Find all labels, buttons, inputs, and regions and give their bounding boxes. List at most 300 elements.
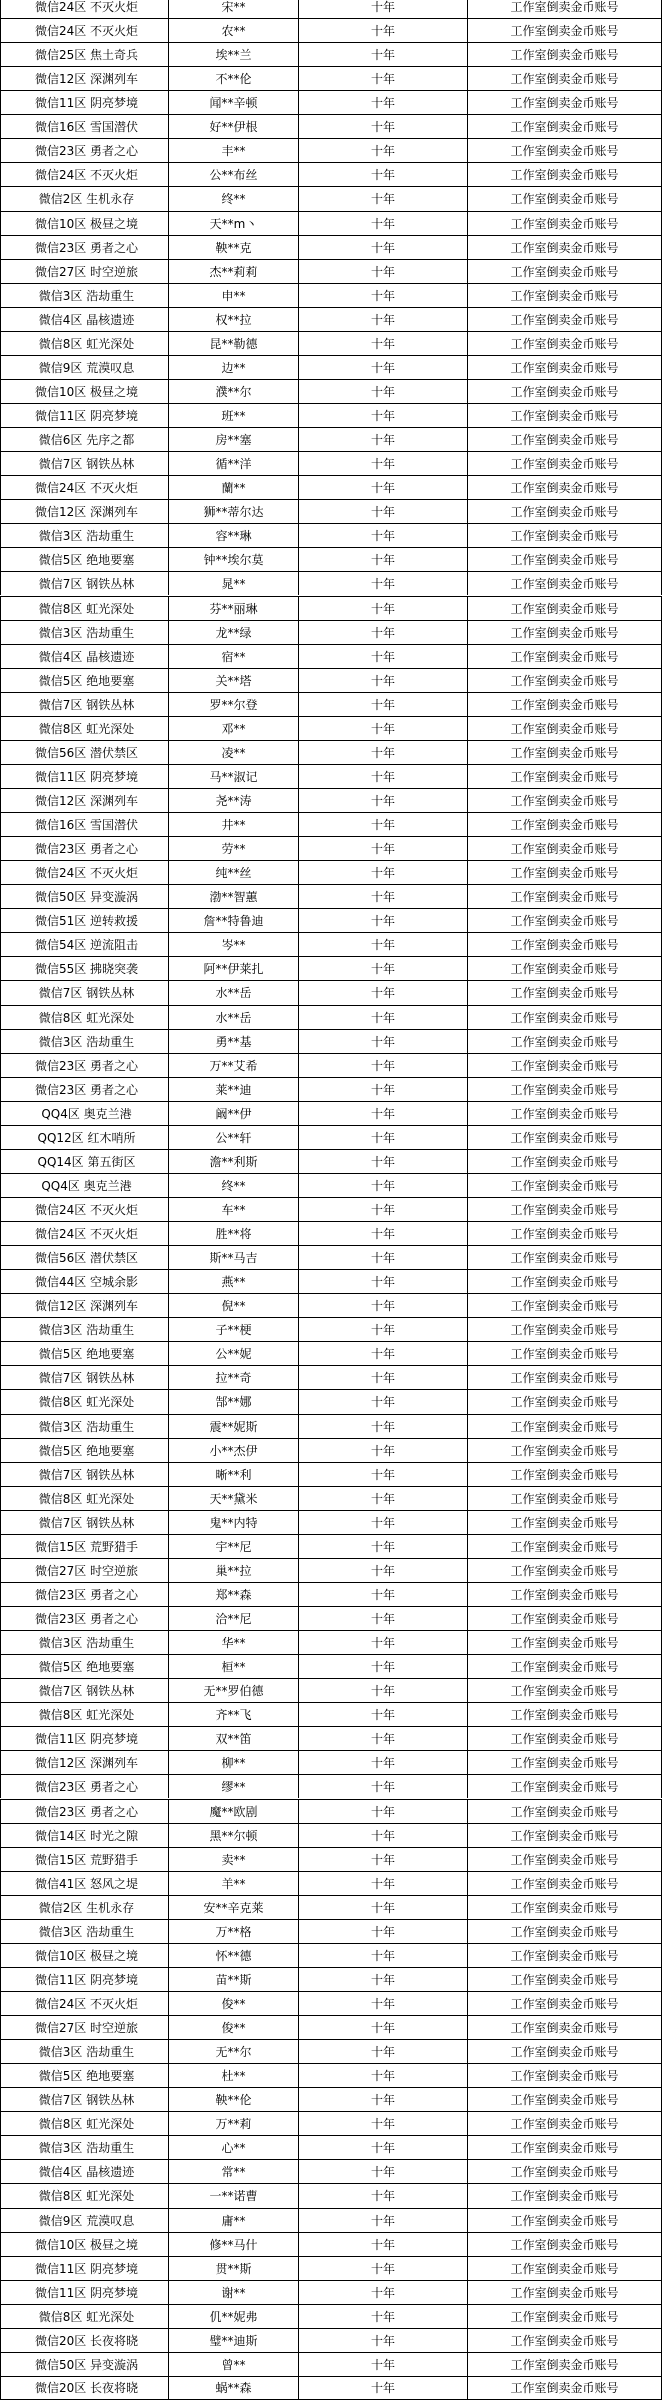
reason-cell: 工作室倒卖金币账号 [468, 1751, 662, 1774]
player-name-cell: 常** [169, 2160, 299, 2183]
player-name-cell: 子**梗 [169, 1318, 299, 1341]
player-name-cell: 羊** [169, 1872, 299, 1895]
table-row [0, 1919, 662, 1943]
ban-duration-cell: 十年 [299, 163, 468, 186]
player-name-cell: 洽**尼 [169, 1607, 299, 1630]
table-row [0, 2063, 662, 2087]
reason-cell: 工作室倒卖金币账号 [468, 1439, 662, 1462]
server-cell: 微信15区 荒野猎手 [0, 1848, 169, 1871]
player-name-cell: 燕** [169, 1270, 299, 1293]
ban-duration-cell: 十年 [299, 1992, 468, 2015]
player-name-cell: 好**伊根 [169, 115, 299, 138]
player-name-cell: 尧**涛 [169, 789, 299, 812]
player-name-cell: 公**轩 [169, 1126, 299, 1149]
player-name-cell: 卖** [169, 1848, 299, 1871]
ban-duration-cell: 十年 [299, 1872, 468, 1895]
reason-cell: 工作室倒卖金币账号 [468, 1968, 662, 1991]
table-row [0, 2256, 662, 2280]
ban-duration-cell: 十年 [299, 2329, 468, 2352]
table-row [0, 1293, 662, 1317]
ban-duration-cell: 十年 [299, 1824, 468, 1847]
server-cell: 微信23区 勇者之心 [0, 1800, 169, 1823]
table-row [0, 331, 662, 355]
server-cell: 微信5区 绝地要塞 [0, 669, 169, 692]
table-row [0, 1029, 662, 1053]
player-name-cell: 蘭** [169, 476, 299, 499]
reason-cell: 工作室倒卖金币账号 [468, 1944, 662, 1967]
reason-cell: 工作室倒卖金币账号 [468, 139, 662, 162]
player-name-cell: 丰** [169, 139, 299, 162]
ban-duration-cell: 十年 [299, 187, 468, 210]
server-cell: 微信11区 阴亮梦境 [0, 91, 169, 114]
player-name-cell: 鞅**伦 [169, 2088, 299, 2111]
server-cell: 微信8区 虹光深处 [0, 1006, 169, 1029]
table-row [0, 860, 662, 884]
reason-cell: 工作室倒卖金币账号 [468, 1535, 662, 1558]
player-name-cell: 心** [169, 2136, 299, 2159]
server-cell: 微信7区 钢铁丛林 [0, 981, 169, 1004]
reason-cell: 工作室倒卖金币账号 [468, 0, 662, 18]
reason-cell: 工作室倒卖金币账号 [468, 2136, 662, 2159]
ban-duration-cell: 十年 [299, 1222, 468, 1245]
player-name-cell: 昆**勒德 [169, 332, 299, 355]
server-cell: 微信23区 勇者之心 [0, 1775, 169, 1798]
server-cell: QQ4区 奥克兰港 [0, 1102, 169, 1125]
table-row [0, 427, 662, 451]
server-cell: 微信4区 晶核遗迹 [0, 308, 169, 331]
player-name-cell: 俊** [169, 1992, 299, 2015]
server-cell: 微信27区 时空逆旅 [0, 2016, 169, 2039]
player-name-cell: 鬼**内特 [169, 1511, 299, 1534]
table-row [0, 18, 662, 42]
reason-cell: 工作室倒卖金币账号 [468, 717, 662, 740]
reason-cell: 工作室倒卖金币账号 [468, 1294, 662, 1317]
ban-duration-cell: 十年 [299, 2088, 468, 2111]
table-row [0, 0, 662, 18]
reason-cell: 工作室倒卖金币账号 [468, 1318, 662, 1341]
reason-cell: 工作室倒卖金币账号 [468, 1631, 662, 1654]
table-row [0, 1125, 662, 1149]
reason-cell: 工作室倒卖金币账号 [468, 957, 662, 980]
server-cell: 微信8区 虹光深处 [0, 597, 169, 620]
table-row [0, 259, 662, 283]
reason-cell: 工作室倒卖金币账号 [468, 1366, 662, 1389]
reason-cell: 工作室倒卖金币账号 [468, 2064, 662, 2087]
ban-duration-cell: 十年 [299, 1415, 468, 1438]
server-cell: 微信3区 浩劫重生 [0, 524, 169, 547]
ban-duration-cell: 十年 [299, 2136, 468, 2159]
table-row [0, 1341, 662, 1365]
server-cell: 微信8区 虹光深处 [0, 2305, 169, 2328]
table-row [0, 692, 662, 716]
table-row [0, 836, 662, 860]
reason-cell: 工作室倒卖金币账号 [468, 2088, 662, 2111]
reason-cell: 工作室倒卖金币账号 [468, 1246, 662, 1269]
reason-cell: 工作室倒卖金币账号 [468, 2233, 662, 2256]
table-row [0, 307, 662, 331]
table-row [0, 2039, 662, 2063]
server-cell: QQ4区 奥克兰港 [0, 1174, 169, 1197]
table-row [0, 1389, 662, 1413]
ban-duration-cell: 十年 [299, 1198, 468, 1221]
player-name-cell: 杜** [169, 2064, 299, 2087]
table-row [0, 1197, 662, 1221]
reason-cell: 工作室倒卖金币账号 [468, 1920, 662, 1943]
table-row [0, 2111, 662, 2135]
table-row [0, 740, 662, 764]
reason-cell: 工作室倒卖金币账号 [468, 2329, 662, 2352]
player-name-cell: 无**尔 [169, 2040, 299, 2063]
player-name-cell: 谢** [169, 2281, 299, 2304]
player-name-cell: 桓** [169, 1655, 299, 1678]
table-row [0, 355, 662, 379]
table-row [0, 1077, 662, 1101]
player-name-cell: 宇**尼 [169, 1535, 299, 1558]
server-cell: 微信2区 生机永存 [0, 187, 169, 210]
player-name-cell: 不**伦 [169, 67, 299, 90]
player-name-cell: 郑**森 [169, 1583, 299, 1606]
ban-duration-cell: 十年 [299, 1775, 468, 1798]
reason-cell: 工作室倒卖金币账号 [468, 524, 662, 547]
ban-duration-cell: 十年 [299, 428, 468, 451]
table-row [0, 211, 662, 235]
server-cell: 微信23区 勇者之心 [0, 837, 169, 860]
player-name-cell: 晁** [169, 572, 299, 595]
table-row [0, 1678, 662, 1702]
player-name-cell: 俊** [169, 2016, 299, 2039]
ban-duration-cell: 十年 [299, 1270, 468, 1293]
table-row [0, 1823, 662, 1847]
ban-duration-cell: 十年 [299, 933, 468, 956]
player-name-cell: 纯**丝 [169, 861, 299, 884]
table-row [0, 186, 662, 210]
player-name-cell: 罗**尔登 [169, 693, 299, 716]
player-name-cell: 万**莉 [169, 2112, 299, 2135]
reason-cell: 工作室倒卖金币账号 [468, 2112, 662, 2135]
reason-cell: 工作室倒卖金币账号 [468, 404, 662, 427]
ban-duration-cell: 十年 [299, 1342, 468, 1365]
server-cell: 微信4区 晶核遗迹 [0, 2160, 169, 2183]
player-name-cell: 华** [169, 1631, 299, 1654]
player-name-cell: 边** [169, 356, 299, 379]
player-name-cell: 渤**智蕙 [169, 885, 299, 908]
player-name-cell: 濮**尔 [169, 380, 299, 403]
table-row [0, 1149, 662, 1173]
server-cell: 微信12区 深渊列车 [0, 67, 169, 90]
player-name-cell: 修**马什 [169, 2233, 299, 2256]
reason-cell: 工作室倒卖金币账号 [468, 452, 662, 475]
ban-duration-cell: 十年 [299, 621, 468, 644]
ban-duration-cell: 十年 [299, 1583, 468, 1606]
player-name-cell: 柳** [169, 1751, 299, 1774]
reason-cell: 工作室倒卖金币账号 [468, 236, 662, 259]
table-row [0, 596, 662, 620]
ban-duration-cell: 十年 [299, 1800, 468, 1823]
player-name-cell: 公**妮 [169, 1342, 299, 1365]
player-name-cell: 水**岳 [169, 1006, 299, 1029]
table-row [0, 1221, 662, 1245]
table-row [0, 523, 662, 547]
ban-duration-cell: 十年 [299, 957, 468, 980]
reason-cell: 工作室倒卖金币账号 [468, 115, 662, 138]
player-name-cell: 郜**娜 [169, 1390, 299, 1413]
ban-duration-cell: 十年 [299, 1559, 468, 1582]
ban-duration-cell: 十年 [299, 1703, 468, 1726]
table-row [0, 1991, 662, 2015]
ban-duration-cell: 十年 [299, 1366, 468, 1389]
server-cell: 微信14区 时光之隙 [0, 1824, 169, 1847]
server-cell: 微信23区 勇者之心 [0, 236, 169, 259]
ban-duration-cell: 十年 [299, 1848, 468, 1871]
server-cell: 微信24区 不灭火炬 [0, 1198, 169, 1221]
server-cell: 微信7区 钢铁丛林 [0, 572, 169, 595]
server-cell: 微信9区 荒漠叹息 [0, 356, 169, 379]
table-row [0, 668, 662, 692]
table-row [0, 884, 662, 908]
player-name-cell: 容**琳 [169, 524, 299, 547]
ban-duration-cell: 十年 [299, 1511, 468, 1534]
ban-duration-cell: 十年 [299, 1751, 468, 1774]
ban-duration-cell: 十年 [299, 115, 468, 138]
player-name-cell: 一**诺曹 [169, 2184, 299, 2207]
server-cell: 微信10区 极昼之境 [0, 380, 169, 403]
table-row [0, 1486, 662, 1510]
reason-cell: 工作室倒卖金币账号 [468, 2040, 662, 2063]
player-name-cell: 阚**伊 [169, 1102, 299, 1125]
player-name-cell: 凌** [169, 741, 299, 764]
ban-duration-cell: 十年 [299, 789, 468, 812]
player-name-cell: 关**塔 [169, 669, 299, 692]
ban-duration-cell: 十年 [299, 1030, 468, 1053]
ban-duration-cell: 十年 [299, 717, 468, 740]
ban-duration-cell: 十年 [299, 236, 468, 259]
table-row [0, 1847, 662, 1871]
server-cell: 微信41区 怒风之堤 [0, 1872, 169, 1895]
server-cell: 微信3区 浩劫重生 [0, 621, 169, 644]
server-cell: 微信11区 阴亮梦境 [0, 1727, 169, 1750]
ban-duration-cell: 十年 [299, 1246, 468, 1269]
reason-cell: 工作室倒卖金币账号 [468, 1679, 662, 1702]
ban-duration-cell: 十年 [299, 1174, 468, 1197]
ban-duration-cell: 十年 [299, 1679, 468, 1702]
table-row [0, 2208, 662, 2232]
ban-duration-cell: 十年 [299, 2281, 468, 2304]
server-cell: 微信23区 勇者之心 [0, 1078, 169, 1101]
reason-cell: 工作室倒卖金币账号 [468, 1559, 662, 1582]
ban-duration-cell: 十年 [299, 1439, 468, 1462]
ban-duration-cell: 十年 [299, 19, 468, 42]
player-name-cell: 斯**马吉 [169, 1246, 299, 1269]
ban-duration-cell: 十年 [299, 212, 468, 235]
player-name-cell: 万**艾希 [169, 1054, 299, 1077]
reason-cell: 工作室倒卖金币账号 [468, 1775, 662, 1798]
reason-cell: 工作室倒卖金币账号 [468, 789, 662, 812]
player-name-cell: 勇**基 [169, 1030, 299, 1053]
table-row [0, 1317, 662, 1341]
reason-cell: 工作室倒卖金币账号 [468, 1006, 662, 1029]
reason-cell: 工作室倒卖金币账号 [468, 2209, 662, 2232]
server-cell: 微信12区 深渊列车 [0, 500, 169, 523]
ban-duration-cell: 十年 [299, 2209, 468, 2232]
ban-duration-cell: 十年 [299, 669, 468, 692]
reason-cell: 工作室倒卖金币账号 [468, 356, 662, 379]
table-row [0, 1534, 662, 1558]
table-row [0, 1414, 662, 1438]
table-row [0, 1895, 662, 1919]
table-row [0, 2159, 662, 2183]
reason-cell: 工作室倒卖金币账号 [468, 1703, 662, 1726]
ban-duration-cell: 十年 [299, 380, 468, 403]
reason-cell: 工作室倒卖金币账号 [468, 1824, 662, 1847]
table-row [0, 932, 662, 956]
table-row [0, 499, 662, 523]
player-name-cell: 闻**辛顿 [169, 91, 299, 114]
server-cell: 微信24区 不灭火炬 [0, 1992, 169, 2015]
table-row [0, 1967, 662, 1991]
reason-cell: 工作室倒卖金币账号 [468, 2257, 662, 2280]
server-cell: 微信12区 深渊列车 [0, 1294, 169, 1317]
player-name-cell: 苗**斯 [169, 1968, 299, 1991]
ban-duration-cell: 十年 [299, 1390, 468, 1413]
table-row [0, 1654, 662, 1678]
table-row [0, 90, 662, 114]
ban-duration-cell: 十年 [299, 2257, 468, 2280]
server-cell: 微信8区 虹光深处 [0, 332, 169, 355]
player-name-cell: 澹**利斯 [169, 1150, 299, 1173]
table-row [0, 2015, 662, 2039]
server-cell: 微信11区 阴亮梦境 [0, 765, 169, 788]
reason-cell: 工作室倒卖金币账号 [468, 1078, 662, 1101]
server-cell: 微信11区 阴亮梦境 [0, 1968, 169, 1991]
player-name-cell: 莱**迪 [169, 1078, 299, 1101]
ban-duration-cell: 十年 [299, 260, 468, 283]
ban-duration-cell: 十年 [299, 741, 468, 764]
reason-cell: 工作室倒卖金币账号 [468, 260, 662, 283]
reason-cell: 工作室倒卖金币账号 [468, 1054, 662, 1077]
player-name-cell: 怀**德 [169, 1944, 299, 1967]
server-cell: 微信56区 潜伏禁区 [0, 1246, 169, 1269]
reason-cell: 工作室倒卖金币账号 [468, 43, 662, 66]
server-cell: 微信11区 阴亮梦境 [0, 404, 169, 427]
reason-cell: 工作室倒卖金币账号 [468, 1800, 662, 1823]
table-row [0, 1630, 662, 1654]
table-row [0, 2087, 662, 2111]
reason-cell: 工作室倒卖金币账号 [468, 308, 662, 331]
reason-cell: 工作室倒卖金币账号 [468, 548, 662, 571]
player-name-cell: 黑**尔顿 [169, 1824, 299, 1847]
server-cell: 微信7区 钢铁丛林 [0, 1511, 169, 1534]
server-cell: 微信9区 荒漠叹息 [0, 2209, 169, 2232]
server-cell: 微信8区 虹光深处 [0, 2184, 169, 2207]
reason-cell: 工作室倒卖金币账号 [468, 1342, 662, 1365]
reason-cell: 工作室倒卖金币账号 [468, 332, 662, 355]
table-row [0, 571, 662, 595]
player-name-cell: 埃**兰 [169, 43, 299, 66]
server-cell: 微信8区 虹光深处 [0, 1487, 169, 1510]
player-name-cell: 晰**利 [169, 1463, 299, 1486]
reason-cell: 工作室倒卖金币账号 [468, 1222, 662, 1245]
table-row [0, 1365, 662, 1389]
reason-cell: 工作室倒卖金币账号 [468, 1102, 662, 1125]
table-row [0, 2304, 662, 2328]
table-row [0, 1101, 662, 1125]
reason-cell: 工作室倒卖金币账号 [468, 67, 662, 90]
ban-duration-cell: 十年 [299, 524, 468, 547]
reason-cell: 工作室倒卖金币账号 [468, 621, 662, 644]
table-row [0, 2135, 662, 2159]
player-name-cell: 钟**埃尔莫 [169, 548, 299, 571]
server-cell: 微信7区 钢铁丛林 [0, 1366, 169, 1389]
player-name-cell: 蜗**森 [169, 2377, 299, 2399]
player-name-cell: 庸** [169, 2209, 299, 2232]
server-cell: 微信23区 勇者之心 [0, 139, 169, 162]
server-cell: 微信12区 深渊列车 [0, 1751, 169, 1774]
server-cell: 微信3区 浩劫重生 [0, 1318, 169, 1341]
table-row [0, 1799, 662, 1823]
ban-duration-cell: 十年 [299, 1054, 468, 1077]
server-cell: 微信10区 极昼之境 [0, 212, 169, 235]
player-name-cell: 井** [169, 813, 299, 836]
server-cell: 微信23区 勇者之心 [0, 1054, 169, 1077]
ban-duration-cell: 十年 [299, 2112, 468, 2135]
reason-cell: 工作室倒卖金币账号 [468, 645, 662, 668]
table-row [0, 66, 662, 90]
ban-duration-cell: 十年 [299, 2064, 468, 2087]
server-cell: 微信23区 勇者之心 [0, 1607, 169, 1630]
ban-duration-cell: 十年 [299, 548, 468, 571]
reason-cell: 工作室倒卖金币账号 [468, 1198, 662, 1221]
table-row [0, 716, 662, 740]
player-name-cell: 宋** [169, 0, 299, 18]
reason-cell: 工作室倒卖金币账号 [468, 933, 662, 956]
table-row [0, 451, 662, 475]
server-cell: 微信4区 晶核遗迹 [0, 645, 169, 668]
table-row [0, 1245, 662, 1269]
reason-cell: 工作室倒卖金币账号 [468, 885, 662, 908]
table-row [0, 2232, 662, 2256]
server-cell: 微信3区 浩劫重生 [0, 2040, 169, 2063]
ban-duration-cell: 十年 [299, 1006, 468, 1029]
reason-cell: 工作室倒卖金币账号 [468, 1727, 662, 1750]
ban-duration-cell: 十年 [299, 404, 468, 427]
reason-cell: 工作室倒卖金币账号 [468, 500, 662, 523]
player-name-cell: 缪** [169, 1775, 299, 1798]
server-cell: 微信24区 不灭火炬 [0, 476, 169, 499]
reason-cell: 工作室倒卖金币账号 [468, 1607, 662, 1630]
player-name-cell: 岑** [169, 933, 299, 956]
table-row [0, 1606, 662, 1630]
ban-duration-cell: 十年 [299, 1727, 468, 1750]
reason-cell: 工作室倒卖金币账号 [468, 1992, 662, 2015]
player-name-cell: 倪** [169, 1294, 299, 1317]
server-cell: 微信6区 先序之都 [0, 428, 169, 451]
ban-duration-cell: 十年 [299, 597, 468, 620]
ban-duration-cell: 十年 [299, 1318, 468, 1341]
player-name-cell: 杰**莉莉 [169, 260, 299, 283]
reason-cell: 工作室倒卖金币账号 [468, 741, 662, 764]
ban-duration-cell: 十年 [299, 1535, 468, 1558]
player-name-cell: 鞅**克 [169, 236, 299, 259]
player-name-cell: 芬**丽琳 [169, 597, 299, 620]
server-cell: 微信12区 深渊列车 [0, 789, 169, 812]
table-row [0, 42, 662, 66]
player-name-cell: 水**岳 [169, 981, 299, 1004]
reason-cell: 工作室倒卖金币账号 [468, 1511, 662, 1534]
ban-duration-cell: 十年 [299, 2305, 468, 2328]
reason-cell: 工作室倒卖金币账号 [468, 2281, 662, 2304]
server-cell: 微信20区 长夜将晓 [0, 2377, 169, 2399]
ban-duration-cell: 十年 [299, 1102, 468, 1125]
